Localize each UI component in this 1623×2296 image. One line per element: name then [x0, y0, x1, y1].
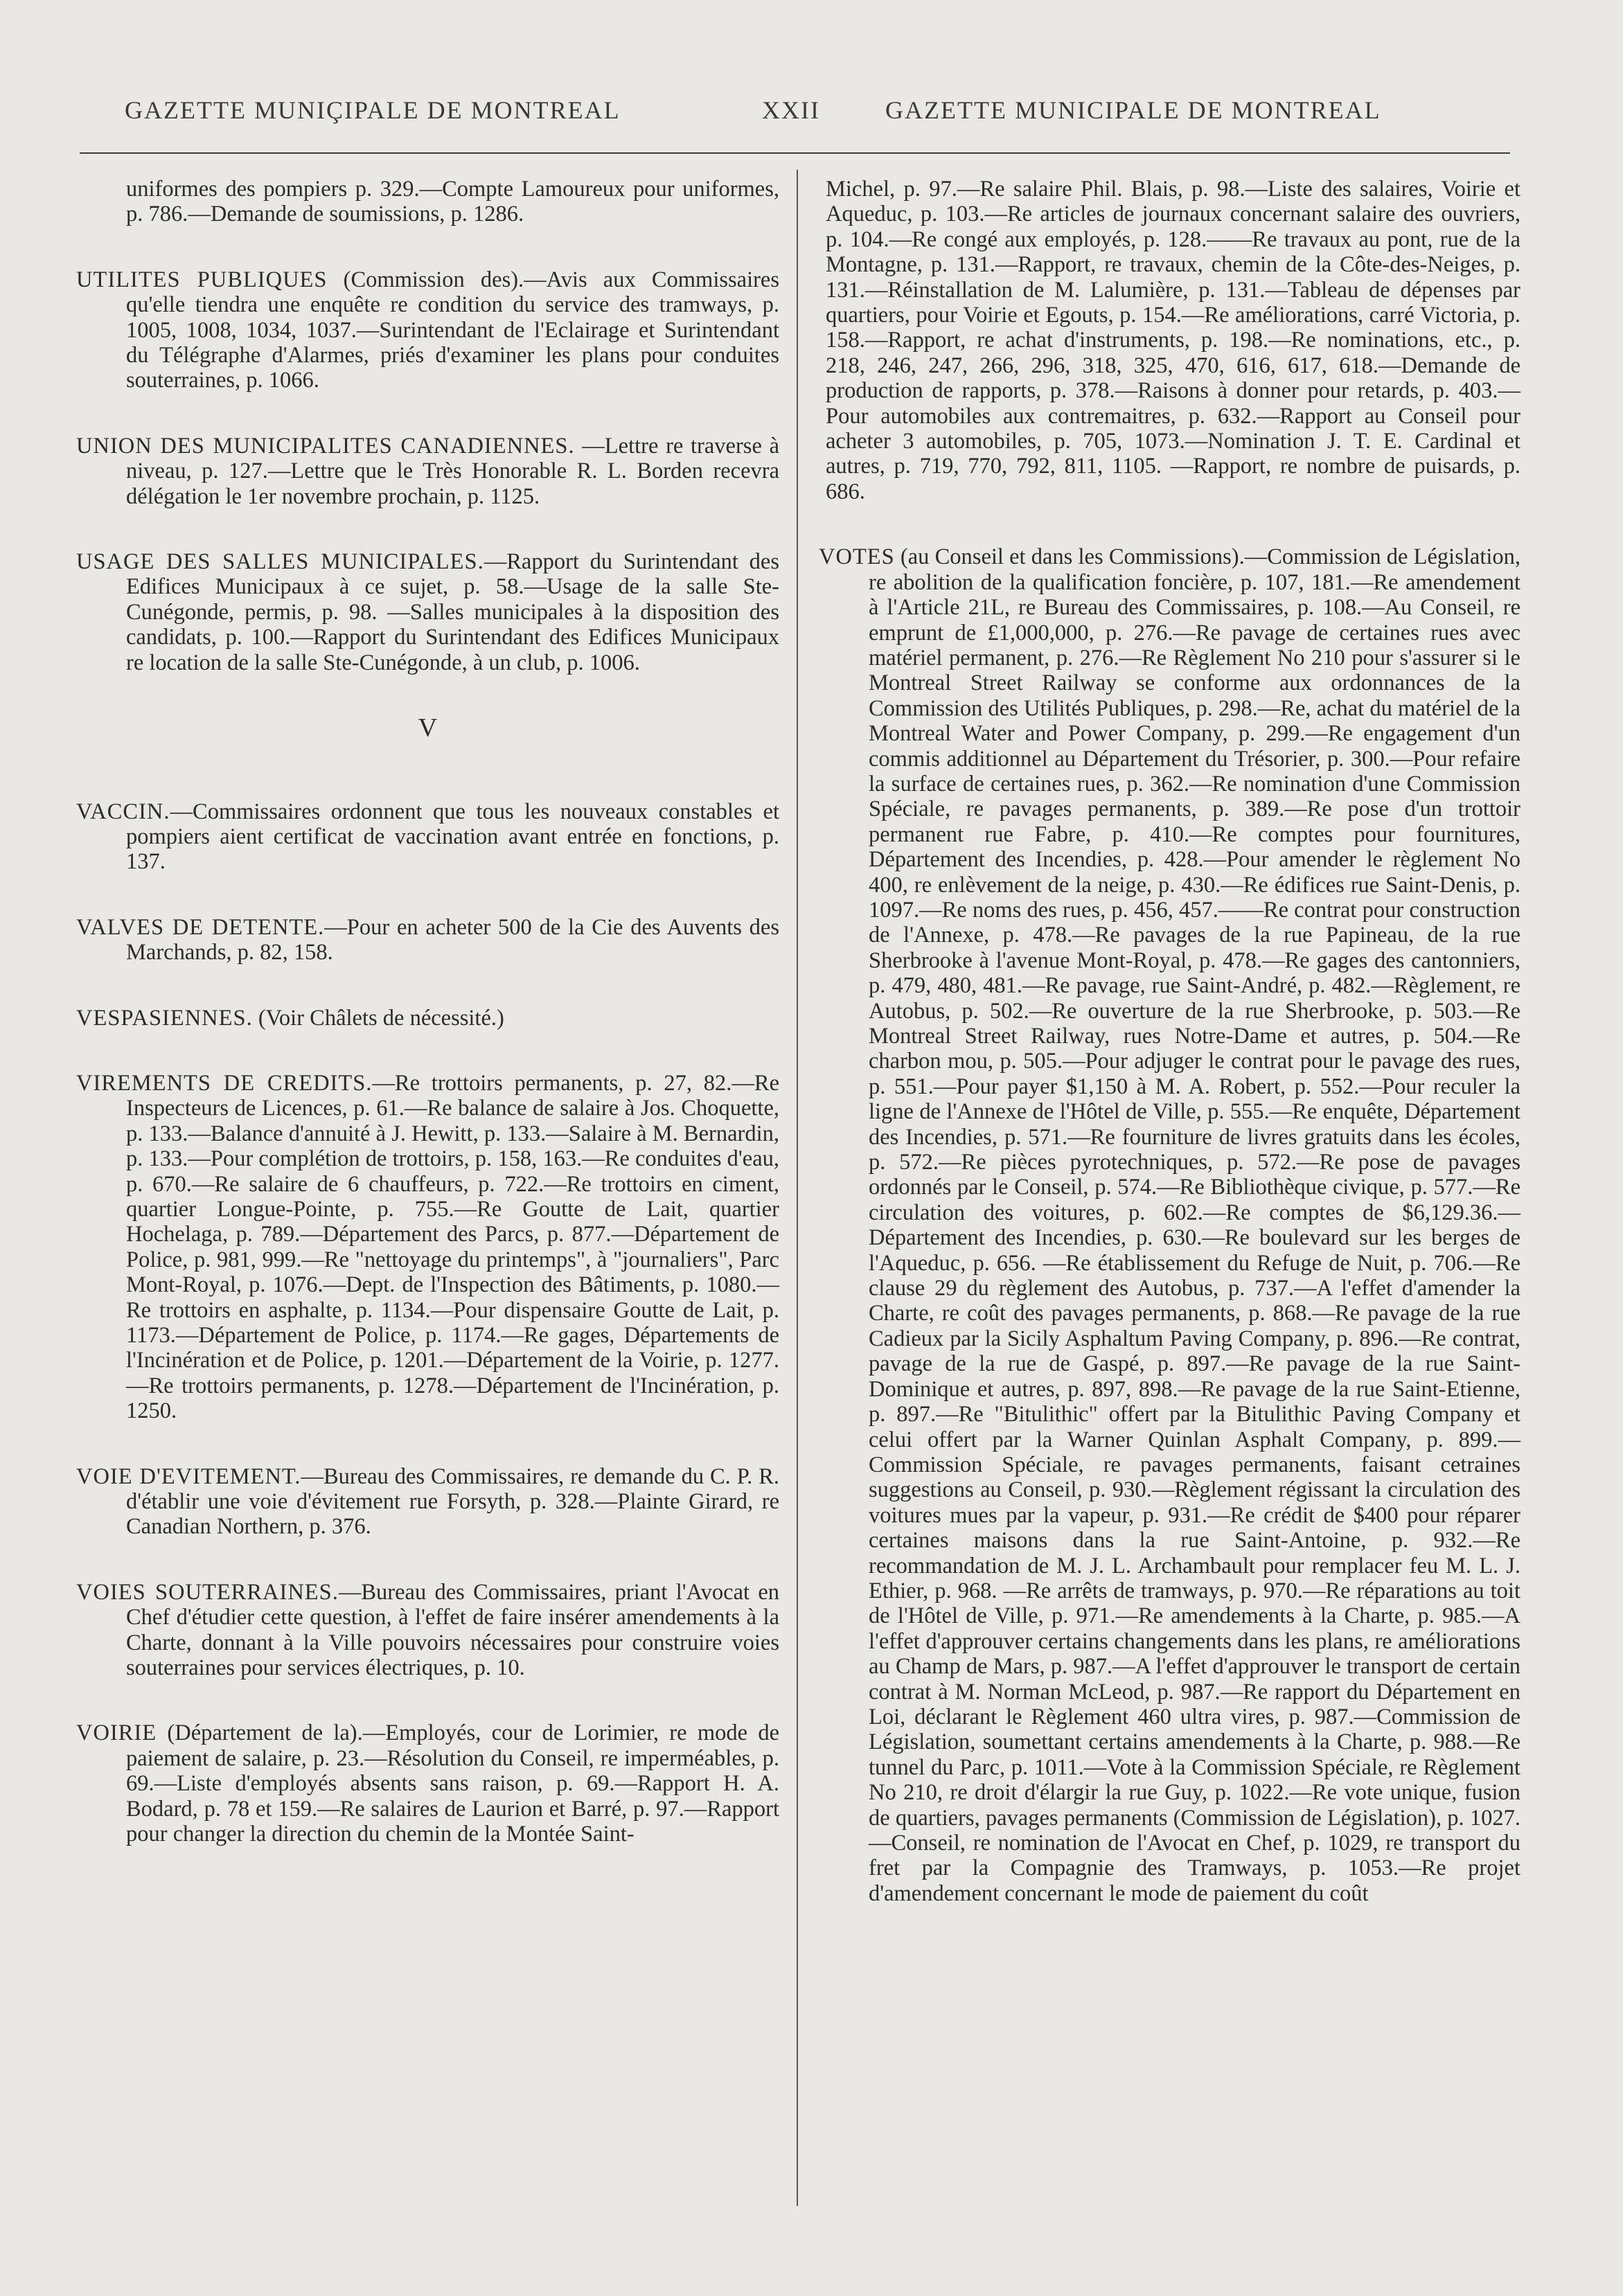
entry-heading: VOIES SOUTERRAINES.: [76, 1579, 339, 1605]
entry-text: (Commission des).—Avis aux Commissaires qu'elle tiendra une enquête re condition du service des tramways, p. 1005, 1008, 1034, 1037.—Surintendant de l'Eclairage et Surintendant du Télégraphe d'Alarmes, priés d'examiner les plans pour conduites souterraines, p. 1066.: [126, 267, 779, 393]
index-entry: [76, 1464, 779, 1540]
entry-text: —Lettre re traverse à niveau, p. 127.—Lettre que le Très Honorable R. L. Borden recevra délégation le 1er novembre prochain, p. 1125.: [126, 433, 780, 509]
index-entry: [76, 799, 779, 875]
entry-heading: VACCIN.: [76, 799, 170, 824]
right-column: [819, 177, 1520, 1946]
entry-heading: VOIE D'EVITEMENT.: [76, 1463, 301, 1489]
entry-heading: UNION DES MUNICIPALITES CANADIENNES.: [76, 433, 575, 459]
entry-heading: VOIRIE: [76, 1720, 157, 1746]
entry-text: —Bureau des Commissaires, priant l'Avocat en Chef d'étudier cette question, à l'effet de faire insérer amendements à la Charte, donnant à la Ville pouvoirs nécessaires pour construire voies souterraines pour services électriques, p. 10.: [126, 1579, 779, 1681]
entry-heading: VESPASIENNES.: [76, 1005, 253, 1031]
column-divider: [797, 170, 798, 2206]
index-entry: [76, 1006, 779, 1031]
entry-heading: VALVES DE DETENTE.: [76, 914, 325, 940]
entry-text: —Re trottoirs permanents, p. 27, 82.—Re Inspecteurs de Licences, p. 61.—Re balance de salaire à Jos. Choquette, p. 133.—Balance d'annuité à J. Hewitt, p. 133.—Salaire à M. Bernardin, p. 133.—Pour complétion de trottoirs, p. 158, 163.—Re conduites d'eau, p. 670.—Re salaire de 6 chauffeurs, p. 722.—Re trottoirs en ciment, quartier Longue-Pointe, p. 755.—Re Goutte de Lait, quartier Hochelaga, p. 789.—Département des Parcs, p. 877.—Département de Police, p. 981, 999.—Re "nettoyage du printemps", à "journaliers", Parc Mont-Royal, p. 1076.—Dept. de l'Inspection des Bâtiments, p. 1080.—Re trottoirs en asphalte, p. 1134.—Pour dispensaire Goutte de Lait, p. 1173.—Département de Police, p. 1174.—Re gages, Départements de l'Incinération et de Police, p. 1201.—Département de la Voirie, p. 1277.—Re trottoirs permanents, p. 1278.—Département de l'Incinération, p. 1250.: [126, 1070, 779, 1424]
entry-text: —Pour en acheter 500 de la Cie des Auvents des Marchands, p. 82, 158.: [126, 914, 779, 965]
continuation-text: uniformes des pompiers p. 329.—Compte Lamoureux pour uniformes, p. 786.—Demande de soumissions, p. 1286.: [126, 177, 779, 227]
entry-text: —Bureau des Commissaires, re demande du C. P. R. d'établir une voie d'évitement rue Forsyth, p. 328.—Plainte Girard, re Canadian Northern, p. 376.: [126, 1463, 780, 1540]
page-number: XXII: [762, 96, 820, 124]
page-header: [125, 96, 1469, 137]
entry-heading: USAGE DES SALLES MUNICIPALES.: [76, 549, 484, 575]
index-entry: [819, 544, 1520, 1906]
entry-text: —Commissaires ordonnent que tous les nouveaux constables et pompiers aient certificat de vaccination avant entrée en fonctions, p. 137.: [126, 799, 779, 875]
index-entry: [76, 1720, 779, 1846]
section-letter: V: [418, 713, 438, 743]
entry-text: (Voir Châlets de nécessité.): [252, 1005, 504, 1031]
entry-heading: VIREMENTS DE CREDITS.: [76, 1070, 373, 1096]
entry-text: (au Conseil et dans les Commissions).—Commission de Législation, re abolition de la qualification foncière, p. 107, 181.—Re amendement à l'Article 21L, re Bureau des Commissaires, p. 108.—Au Conseil, re emprunt de £1,000,000, p. 276.—Re pavage de certaines rues avec matériel permanent, p. 276.—Re Règlement No 210 pour s'assurer si le Montreal Street Railway se conforme aux ordonnances de la Commission des Utilités Publiques, p. 298.—Re, achat du matériel de la Montreal Water and Power Company, p. 299.—Re engagement d'un commis additionnel au Département du Trésorier, p. 300.—Pour refaire la surface de certaines rues, p. 362.—Re nomination d'une Commission Spéciale, re pavages permanents, p. 389.—Re pose d'un trottoir permanent rue Fabre, p. 410.—Re comptes pour fournitures, Département des Incendies, p. 428.—Pour amender le règlement No 400, re enlèvement de la neige, p. 430.—Re édifices rue Saint-Denis, p. 1097.—Re noms des rues, p. 456, 457.——Re contrat pour construction de l'Annexe, p. 478.—Re pavages de la rue Papineau, de la rue Sherbrooke à l'avenue Mont-Royal, p. 478.—Re gages des cantonniers, p. 479, 480, 481.—Re pavage, rue Saint-André, p. 482.—Règlement, re Autobus, p. 502.—Re ouverture de la rue Sherbrooke, p. 503.—Re Montreal Street Railway, rues Notre-Dame et autres, p. 504.—Re charbon mou, p. 505.—Pour adjuger le contrat pour le pavage des rues, p. 551.—Pour payer $1,150 à M. A. Robert, p. 552.—Pour reculer la ligne de l'Annexe de l'Hôtel de Ville, p. 555.—Re enquête, Département des Incendies, p. 571.—Re fourniture de livres gratuits dans les écoles, p. 572.—Re pièces pyrotechniques, p. 572.—Re pose de pavages ordonnés par le Conseil, p. 574.—Re Bibliothèque civique, p. 577.—Re circulation des voitures, p. 602.—Re comptes de $6,129.36.—Département des Incendies, p. 630.—Re boulevard sur les berges de l'Aqueduc, p. 656. —Re établissement du Refuge de Nuit, p. 706.—Re clause 29 du règlement des Autobus, p. 737.—A l'effet d'amender la Charte, re coût des pavages permanents, p. 868.—Re pavage de la rue Cadieux par la Sicily Asphaltum Paving Company, p. 896.—Re contrat, pavage de la rue de Gaspé, p. 897.—Re pavage de la rue Saint-Dominique et autres, p. 897, 898.—Re pavage de la rue Saint-Etienne, p. 897.—Re "Bitulithic" offert par la Bitulithic Paving Company et celui offert par la Warner Quinlan Asphalt Company, p. 899.—Commission Spéciale, re pavages permanents, faisant cetraines suggestions au Conseil, p. 930.—Règlement régissant la circulation des voitures mues par la vapeur, p. 931.—Re crédit de $400 pour réparer certaines maisons dans la rue Saint-Antoine, p. 932.—Re recommandation de M. J. L. Archambault pour remplacer feu M. L. J. Ethier, p. 968. —Re arrêts de tramways, p. 970.—Re réparations au toit de l'Hôtel de Ville, p. 971.—Re amendements à la Charte, p. 985.—A l'effet d'approuver certains changements dans les plans, re améliorations au Champ de Mars, p. 987.—A l'effet d'approuver le transport de certain contrat à M. Norman McLeod, p. 987.—Re rapport du Département en Loi, déclarant le Règlement 460 ultra vires, p. 987.—Commission de Législation, soumettant certains amendements à la Charte, p. 988.—Re tunnel du Parc, p. 1011.—Vote à la Commission Spéciale, re Règlement No 210, re droit d'élargir la rue Guy, p. 1022.—Re vote unique, fusion de quartiers, pavages permanents (Commission de Législation), p. 1027.—Conseil, re nomination de l'Avocat en Chef, p. 1029, re transport du fret par la Compagnie des Tramways, p. 1053.—Re projet d'amendement concernant le mode de paiement du coût: [869, 544, 1520, 1906]
index-entry: [76, 915, 779, 965]
index-entry: [76, 1580, 779, 1681]
entry-text: (Département de la).—Employés, cour de Lorimier, re mode de paiement de salaire, p. 23.—Résolution du Conseil, re imperméables, p. 69.—Liste d'employés absents sans raison, p. 69.—Rapport H. A. Bodard, p. 78 et 159.—Re salaires de Laurion et Barré, p. 97.—Rapport pour changer la direction du chemin de la Montée Saint-: [126, 1720, 779, 1847]
header-left-title: GAZETTE MUNIÇIPALE DE MONTREAL: [125, 96, 621, 124]
index-entry: [76, 434, 779, 509]
continuation-text: Michel, p. 97.—Re salaire Phil. Blais, p. 98.—Liste des salaires, Voirie et Aqueduc, p. 103.—Re articles de journaux concernant salaire des ouvriers, p. 104.—Re congé aux employés, p. 128.——Re travaux au pont, rue de la Montagne, p. 131.—Rapport, re travaux, chemin de la Côte-des-Neiges, p. 131.—Réinstallation de M. Lalumière, p. 131.—Tableau de dépenses par quartiers, pour Voirie et Egouts, p. 154.—Re améliorations, carré Victoria, p. 158.—Rapport, re achat d'instruments, p. 198.—Re nominations, etc., p. 218, 246, 247, 266, 296, 318, 325, 470, 616, 617, 618.—Demande de production de rapports, p. 378.—Raisons à donner pour retards, p. 403.—Pour automobiles aux contremaitres, p. 632.—Rapport au Conseil pour acheter 3 automobiles, p. 705, 1073.—Nomination J. T. E. Cardinal et autres, p. 719, 770, 792, 811, 1105. —Rapport, re nombre de puisards, p. 686.: [826, 177, 1520, 504]
index-entry: [76, 267, 779, 393]
index-entry: [76, 1071, 779, 1424]
entry-heading: VOTES: [819, 544, 895, 570]
header-rule: [80, 152, 1510, 154]
left-column: [76, 177, 779, 1887]
index-entry: [76, 549, 779, 675]
entry-heading: UTILITES PUBLIQUES: [76, 267, 328, 292]
entry-text: —Rapport du Surintendant des Edifices Municipaux à ce sujet, p. 58.—Usage de la salle Ste-Cunégonde, permis, p. 98. —Salles municipales à la disposition des candidats, p. 100.—Rapport du Surintendant des Edifices Municipaux re location de la salle Ste-Cunégonde, à un club, p. 1006.: [126, 549, 779, 675]
header-right-title: GAZETTE MUNICIPALE DE MONTREAL: [885, 96, 1381, 124]
